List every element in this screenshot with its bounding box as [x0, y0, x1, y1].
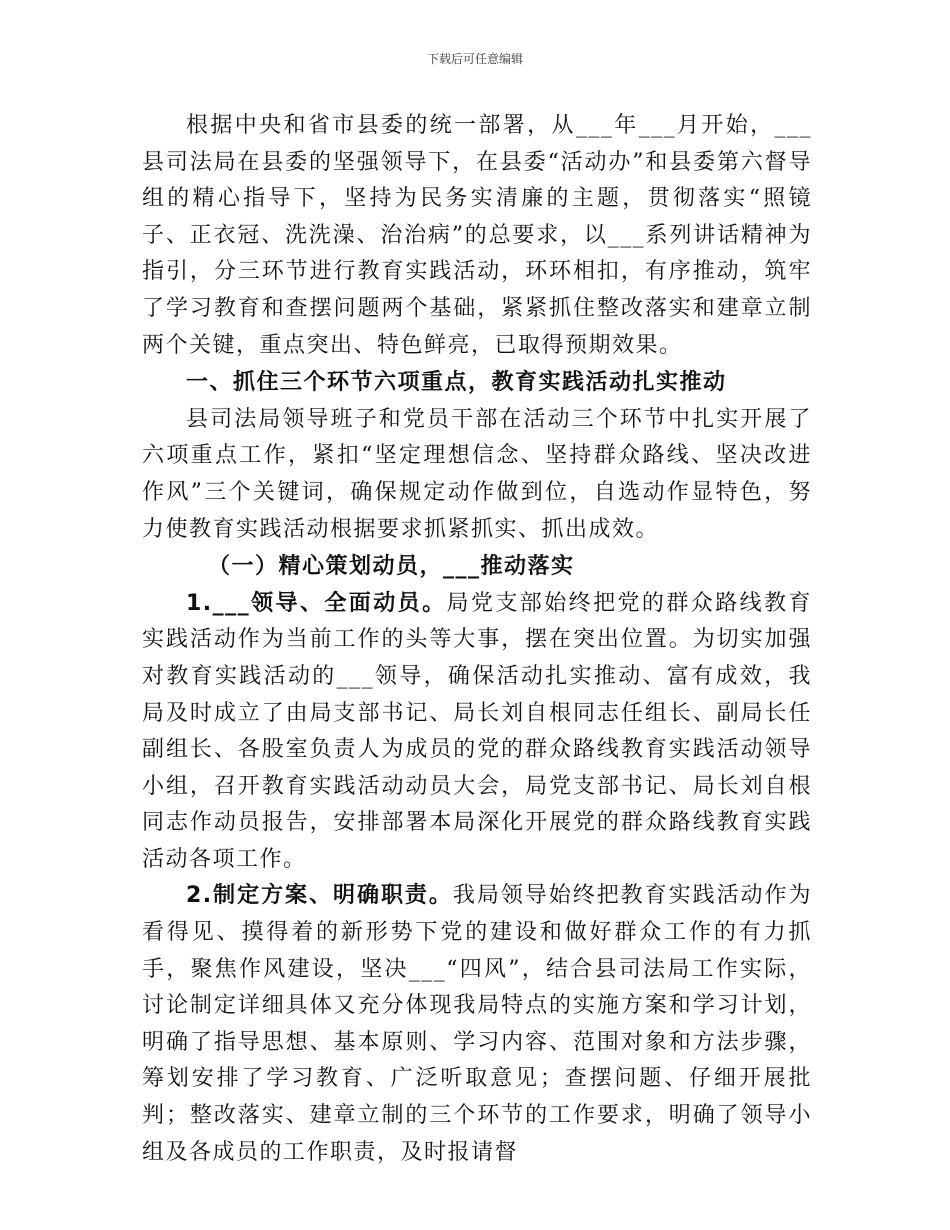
item-2-paragraph [142, 878, 812, 1171]
page-header-note: 下载后可任意编辑 [426, 52, 523, 66]
section-1-paragraph: 县司法局领导班子和党员干部在活动三个环节中扎实开展了六项重点工作，紧扣“坚定理想信念、坚持群众路线、坚决改进作风”三个关键词，确保规定动作做到位，自选动作显特色，努力使教育实践活动根据要求抓紧抓实、抓出成效。 [142, 406, 812, 542]
subsection-heading-1 [142, 548, 812, 586]
document-body [142, 108, 812, 1171]
section-heading-1-text: 一、抓住三个环节六项重点，教育实践活动扎实推动 [186, 370, 727, 396]
subsection-heading-1-text: （一）精心策划动员，___推动落实 [208, 554, 575, 580]
item-1-lead: 1.___领导、全面动员。 [186, 590, 447, 616]
item-1-text: 局党支部始终把党的群众路线教育实践活动作为当前工作的头等大事，摆在突出位置。为切实加强对教育实践活动的___领导，确保活动扎实推动、富有成效，我局及时成立了由局支部书记、局长刘自根同志任组长、副局长任副组长、各股室负责人为成员的党的群众路线教育实践活动领导小组，召开教育实践活动动员大会，局党支部书记、局长刘自根同志作动员报告，安排部署本局深化开展党的群众路线教育实践活动各项工作。 [142, 590, 812, 872]
section-heading-1 [142, 364, 812, 402]
item-2-lead: 2.制定方案、明确职责。 [186, 883, 453, 909]
item-1-paragraph [142, 586, 812, 879]
item-2-text: 我局领导始终把教育实践活动作为看得见、摸得着的新形势下党的建设和做好群众工作的有力抓手，聚焦作风建设，坚决___“四风”，结合县司法局工作实际，讨论制定详细具体又充分体现我局特点的实施方案和学习计划，明确了指导思想、基本原则、学习内容、范围对象和方法步骤，筹划安排了学习教育、广泛听取意见；查摆问题、仔细开展批判；整改落实、建章立制的三个环节的工作要求，明确了领导小组及各成员的工作职责，及时报请督 [142, 883, 812, 1165]
intro-paragraph: 根据中央和省市县委的统一部署，从___年___月开始，___县司法局在县委的坚强领导下，在县委“活动办”和县委第六督导组的精心指导下，坚持为民务实清廉的主题，贯彻落实“照镜子、正衣冠、洗洗澡、治治病”的总要求，以___系列讲话精神为指引，分三环节进行教育实践活动，环环相扣，有序推动，筑牢了学习教育和查摆问题两个基础，紧紧抓住整改落实和建章立制两个关键，重点突出、特色鲜亮，已取得预期效果。 [142, 113, 812, 358]
